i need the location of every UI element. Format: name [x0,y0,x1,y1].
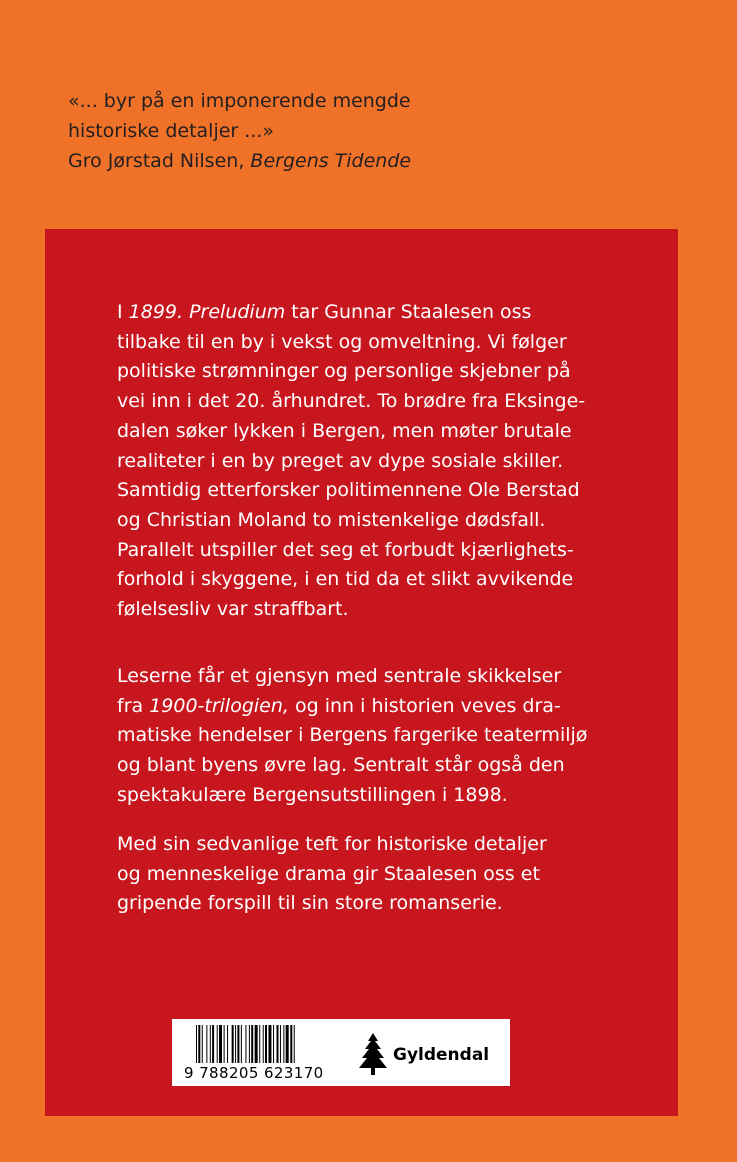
publisher-name: Gyldendal [393,1045,490,1065]
blurb-line [117,447,657,477]
barcode-bar [283,1025,284,1063]
blurb-text: tilbake til en by i vekst og omveltning. Vi følger [117,330,567,353]
quote-line: historiske detaljer ...» [68,120,275,142]
barcode-label [172,1019,510,1086]
barcode-bar [268,1025,271,1063]
blurb-line [117,662,657,692]
barcode-bar [206,1025,207,1063]
barcode-bar [241,1025,242,1063]
blurb-line [117,860,657,890]
blurb-line [117,721,657,751]
blurb-text: dalen søker lykken i Bergen, men møter brutale [117,419,572,442]
barcode-bar [280,1025,281,1063]
barcode-bar [232,1025,234,1063]
quote-attribution [68,146,668,176]
quote-line: «... byr på en imponerende mengde [68,90,411,112]
blurb-text: realiteter i en by preget av dype sosiale skiller. [117,449,564,472]
blurb-text: følelsesliv var straffbart. [117,598,349,621]
blurb-line [117,595,657,625]
blurb-text: politiske strømninger og personlige skjebner på [117,360,571,383]
blurb-text: Med sin sedvanlige teft for historiske detaljer [117,833,547,855]
blurb-title: 1900-trilogien, [149,694,289,717]
blurb-line [117,417,657,447]
blurb-text: Leserne får et gjensyn med sentrale skikkelser [117,665,562,687]
blurb-text: og menneskelige drama gir Staalesen oss et [117,862,540,885]
blurb-line [117,476,657,506]
blurb-text: Samtidig etterforsker politimennene Ole Berstad [117,479,580,502]
barcode-bar [249,1025,250,1063]
barcode-bar [202,1025,203,1063]
quote-source: Bergens Tidende [250,150,412,172]
blurb-line [117,830,657,860]
blurb-paragraph-2 [117,662,657,811]
blurb-line [117,506,657,536]
blurb-text: vei inn i det 20. århundret. To brødre fra Eksinge- [117,390,586,413]
barcode-bar [237,1025,239,1063]
blurb-line [117,298,657,328]
barcode-bar [235,1025,236,1063]
blurb-line [117,889,657,919]
blurb-text: gripende forspill til sin store romanserie. [117,892,503,915]
barcode-bar [210,1025,211,1063]
blurb-line [117,781,657,811]
blurb-paragraph-3 [117,830,657,919]
blurb-line [117,387,657,417]
barcode-bar [217,1025,218,1063]
barcode-bar [294,1025,295,1063]
blurb-text: og Christian Moland to mistenkelige dødsfall. [117,508,546,531]
blurb-text: matiske hendelser i Bergens fargerike teatermiljø [117,724,588,747]
blurb-line [117,536,657,566]
barcode-bar [277,1025,279,1063]
barcode-bar [263,1025,264,1063]
blurb-text: og inn i historien veves dra- [288,694,561,717]
isbn-barcode [196,1025,336,1063]
isbn-number: 9 788205 623170 [184,1064,324,1082]
barcode-bar [290,1025,292,1063]
barcode-bar [212,1025,214,1063]
blurb-line [117,751,657,781]
blurb-text: spektakulære Bergensutstillingen i 1898. [117,783,508,806]
barcode-bar [255,1025,258,1063]
quote-author: Gro Jørstad Nilsen, [68,150,251,172]
barcode-bar [196,1025,197,1063]
blurb-paragraph-1 [117,298,657,625]
blurb-text: I [117,301,129,323]
blurb-text: og blant byens øvre lag. Sentralt står også den [117,754,565,777]
blurb-line [117,692,657,722]
blurb-line [117,328,657,358]
barcode-bar [265,1025,267,1063]
barcode-bar [219,1025,222,1063]
barcode-bar [245,1025,246,1063]
review-quote [68,86,668,176]
barcode-bar [273,1025,274,1063]
barcode-bar [259,1025,260,1063]
fir-tree-icon [358,1033,388,1075]
barcode-bar [198,1025,200,1063]
barcode-bar [227,1025,228,1063]
barcode-bar [251,1025,253,1063]
blurb-text: fra [117,694,150,717]
barcode-bar [224,1025,225,1063]
blurb-text: tar Gunnar Staalesen oss [285,301,532,323]
blurb-text: Parallelt utspiller det seg et forbudt kjærlighets- [117,538,574,561]
blurb-line [117,565,657,595]
barcode-bar [286,1025,289,1063]
blurb-text: forhold i skyggene, i en tid da et slikt avvikende [117,568,574,591]
blurb-line [117,357,657,387]
blurb-title: 1899. Preludium [128,301,286,323]
